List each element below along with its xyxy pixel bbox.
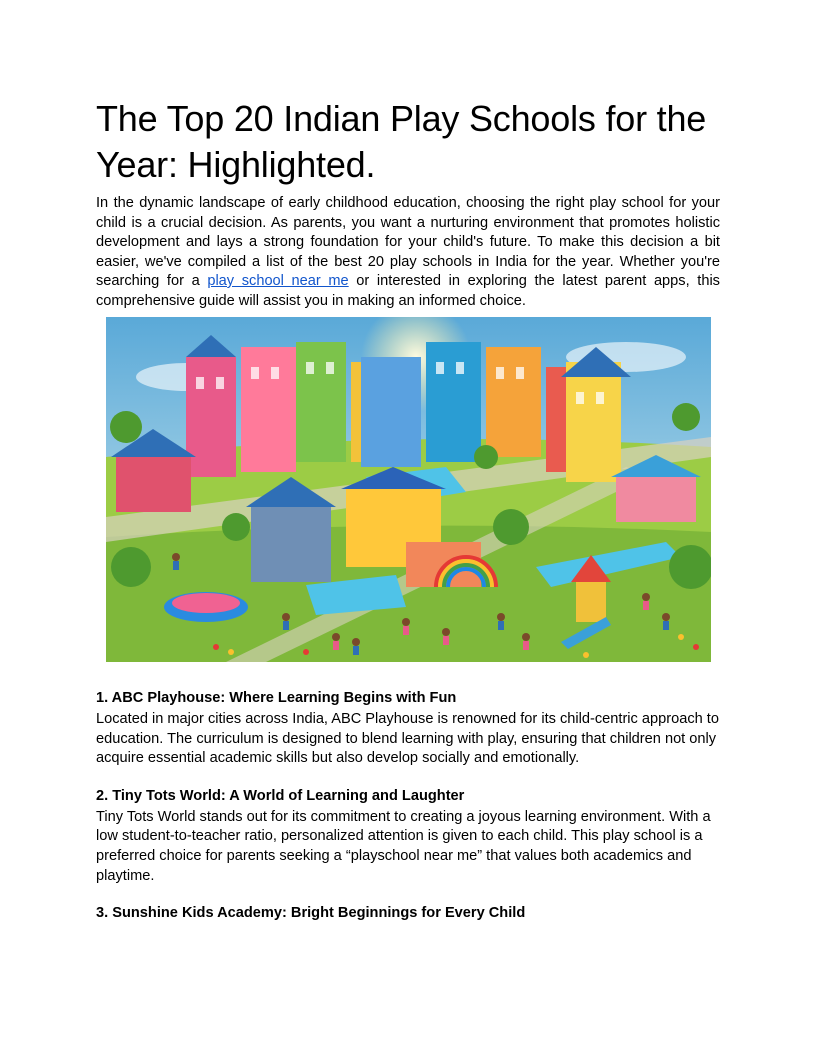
page-title: The Top 20 Indian Play Schools for the Year: Highlighted. — [96, 98, 707, 185]
section-body-1: Located in major cities across India, ABC Playhouse is renowned for its child-centric approach to education. The curriculum is designed to blend learning with play, ensuring that children not only acquire essential academic skills but also develop socially and emotionally. — [96, 711, 719, 767]
section-heading-1: 1. ABC Playhouse: Where Learning Begins with Fun — [96, 690, 457, 706]
intro-text: In the dynamic landscape of early childhood education, choosing the right play school for your child is a crucial decision. As parents, you want a nurturing environment that promotes holistic development and lays a strong foundation for your child's future. To make this decision a bit easier, we've compiled a list of the best 20 play schools in India for the year. Whether you're searching for a — [96, 195, 720, 289]
intro-text-end: or interested in exploring the latest parent apps, this comprehensive guide will assist you in making an informed choice. — [96, 273, 720, 309]
section-body-2: Tiny Tots World stands out for its commitment to creating a joyous learning environment. With a low student-to-teacher ratio, personalized attention is given to each child. This play school is a preferred choice for parents seeking a “playschool near me” that values both academics and playtime. — [96, 808, 711, 884]
section-heading-2: 2. Tiny Tots World: A World of Learning and Laughter — [96, 787, 465, 804]
play-school-near-me-link[interactable]: play school near me — [207, 273, 349, 289]
document-page — [96, 96, 720, 923]
section-heading-3: 3. Sunshine Kids Academy: Bright Beginnings for Every Child — [96, 905, 526, 922]
hero-illustration — [106, 317, 711, 662]
intro-paragraph — [96, 194, 720, 311]
